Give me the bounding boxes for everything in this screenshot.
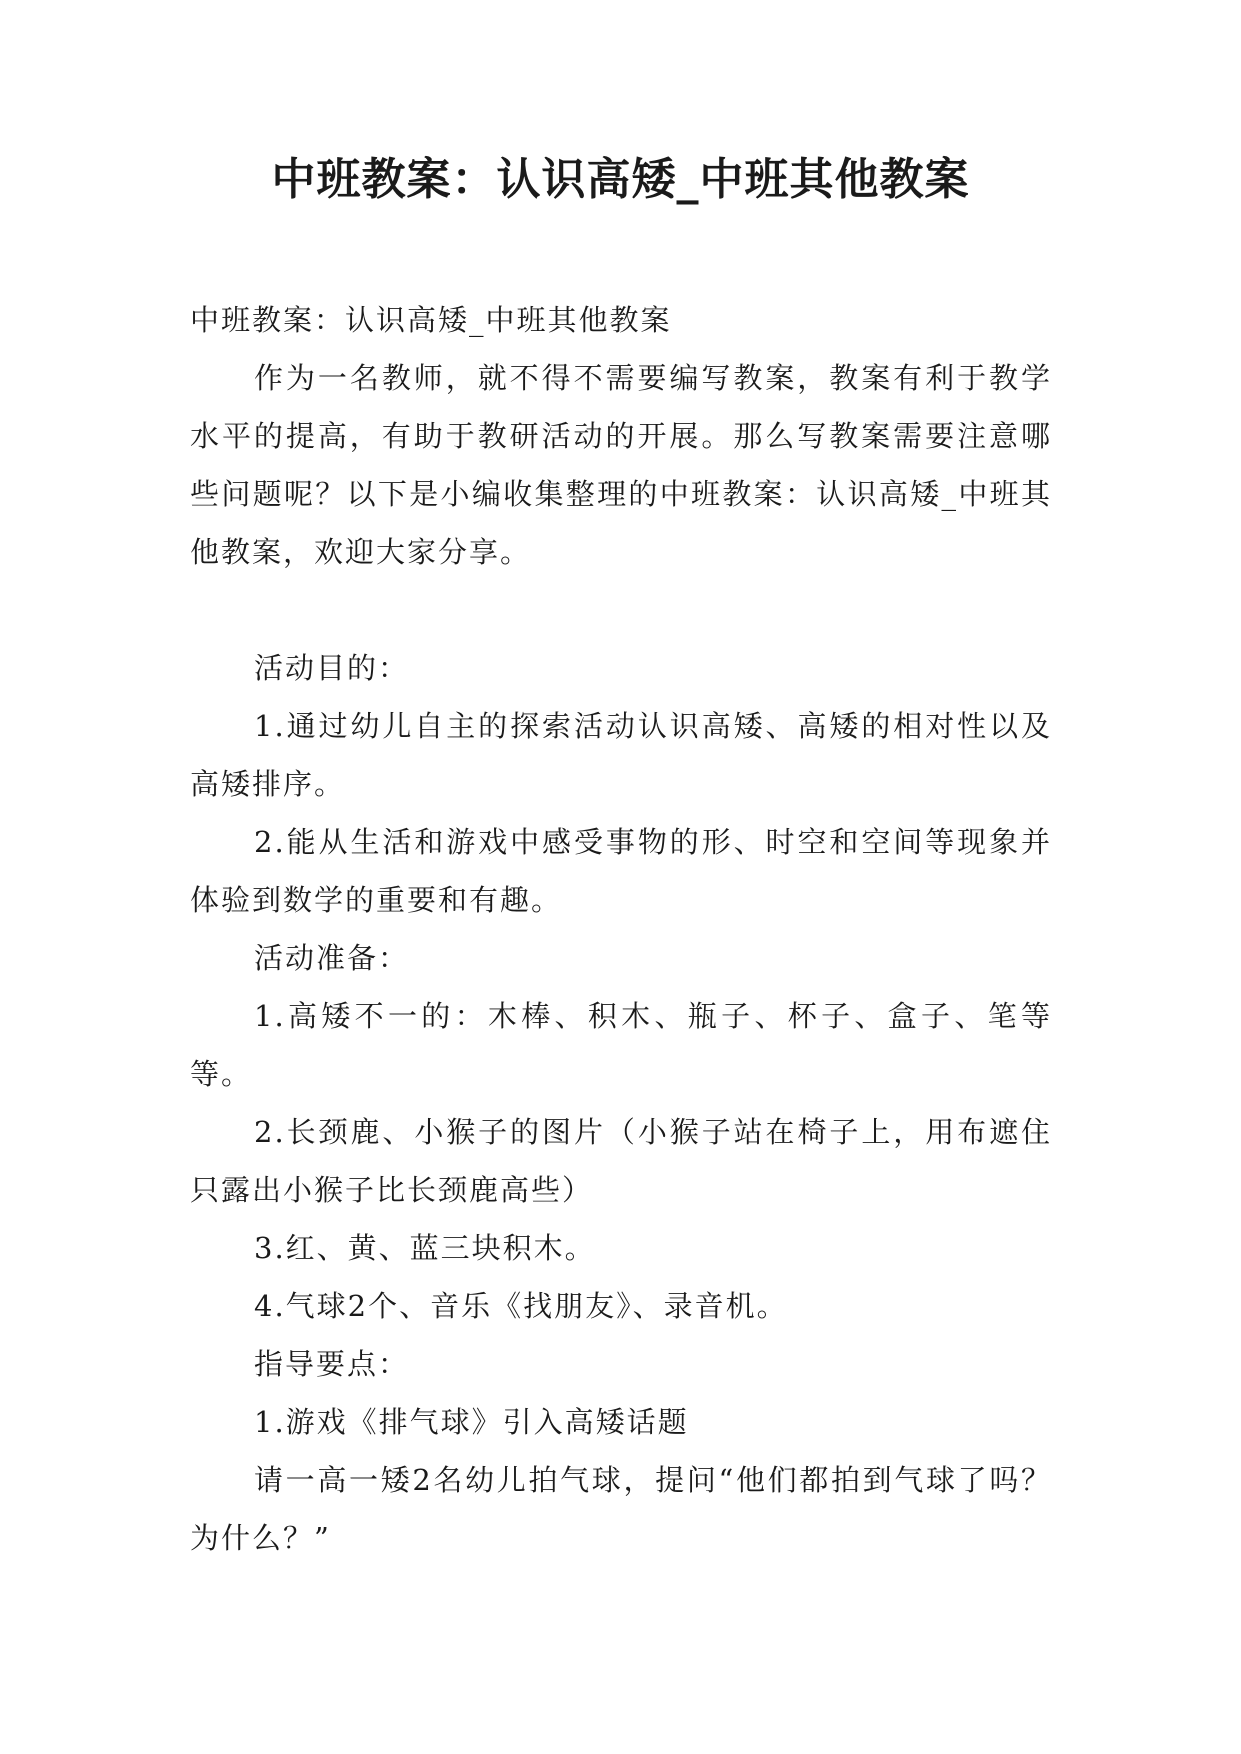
section-heading-preparation: 活动准备： [254, 941, 410, 975]
guidance-paragraph: 请一高一矮2名幼儿拍气球，提问“他们都拍到气球了吗？为什么？” [190, 1463, 1052, 1555]
goal-item-2: 2.能从生活和游戏中感受事物的形、时空和空间等现象并体验到数学的重要和有趣。 [190, 825, 1052, 917]
preparation-item-2: 2.长颈鹿、小猴子的图片（小猴子站在椅子上，用布遮住只露出小猴子比长颈鹿高些） [190, 1115, 1052, 1207]
document-title: 中班教案：认识高矮_中班其他教案 [271, 154, 970, 205]
guidance-item-1: 1.游戏《排气球》引入高矮话题 [254, 1405, 689, 1439]
section-heading-goals: 活动目的： [254, 651, 410, 685]
goal-item-1: 1.通过幼儿自主的探索活动认识高矮、高矮的相对性以及高矮排序。 [190, 709, 1052, 801]
intro-paragraph: 作为一名教师，就不得不需要编写教案，教案有利于教学水平的提高，有助于教研活动的开展。那么写教案需要注意哪些问题呢？以下是小编收集整理的中班教案：认识高矮_中班其他教案，欢迎大家分享。 [190, 361, 1052, 569]
section-heading-guidance: 指导要点： [254, 1347, 410, 1381]
preparation-item-3: 3.红、黄、蓝三块积木。 [254, 1231, 596, 1265]
subtitle-line: 中班教案：认识高矮_中班其他教案 [190, 303, 672, 337]
blank-line [190, 581, 1052, 639]
preparation-item-1: 1.高矮不一的：木棒、积木、瓶子、杯子、盒子、笔等等。 [190, 999, 1052, 1091]
document-body [190, 291, 1052, 1567]
preparation-item-4: 4.气球2个、音乐《找朋友》、录音机。 [254, 1289, 788, 1323]
